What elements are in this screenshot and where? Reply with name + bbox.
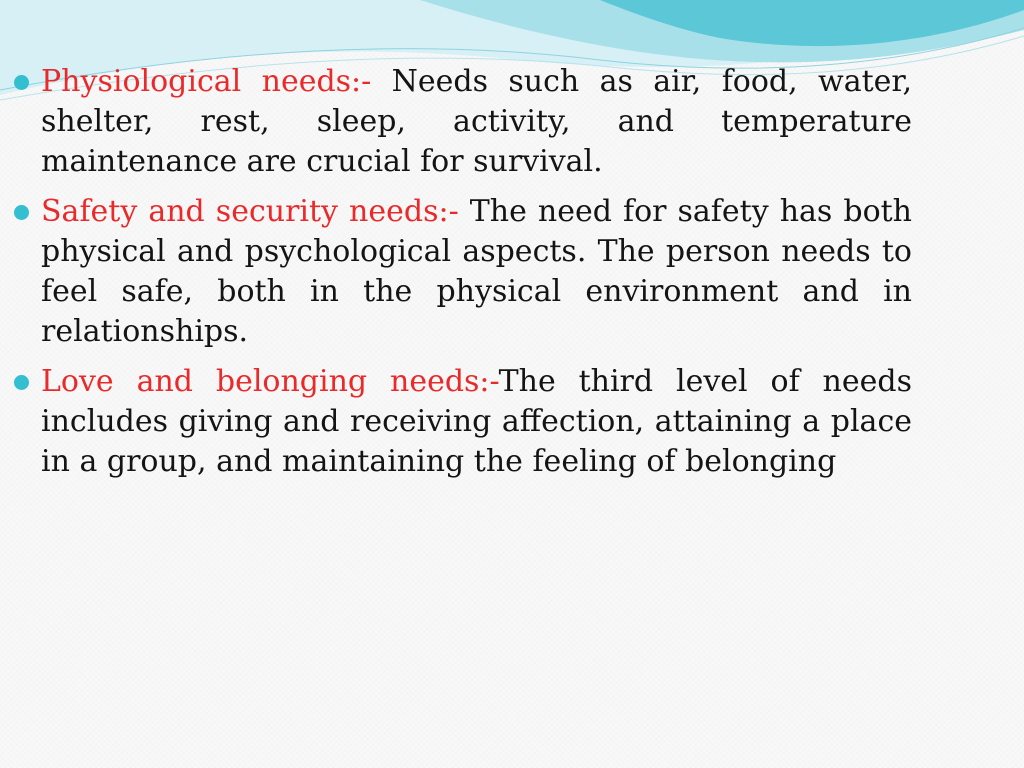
bullet-term: Physiological needs:- [41, 64, 372, 99]
bullet-icon [14, 75, 29, 90]
bullet-list [14, 62, 912, 492]
bullet-item-physiological [14, 62, 912, 182]
bullet-item-safety [14, 192, 912, 352]
bullet-icon [14, 205, 29, 220]
bullet-term: Love and belonging needs:- [41, 364, 499, 399]
bullet-text: The third level of needs includes giving and receiving affection, attaining a place in a group, and maintaining the feeling of belonging [41, 364, 912, 479]
bullet-text: Needs such as air, food, water, shelter, rest, sleep, activity, and temperature maintenance are crucial for survival. [41, 64, 912, 179]
bullet-text: The need for safety has both physical and psychological aspects. The person needs to feel safe, both in the physical environment and in relationships. [41, 194, 913, 349]
bullet-icon [14, 375, 29, 390]
bullet-item-love [14, 362, 912, 482]
bullet-term: Safety and security needs:- [41, 194, 459, 229]
